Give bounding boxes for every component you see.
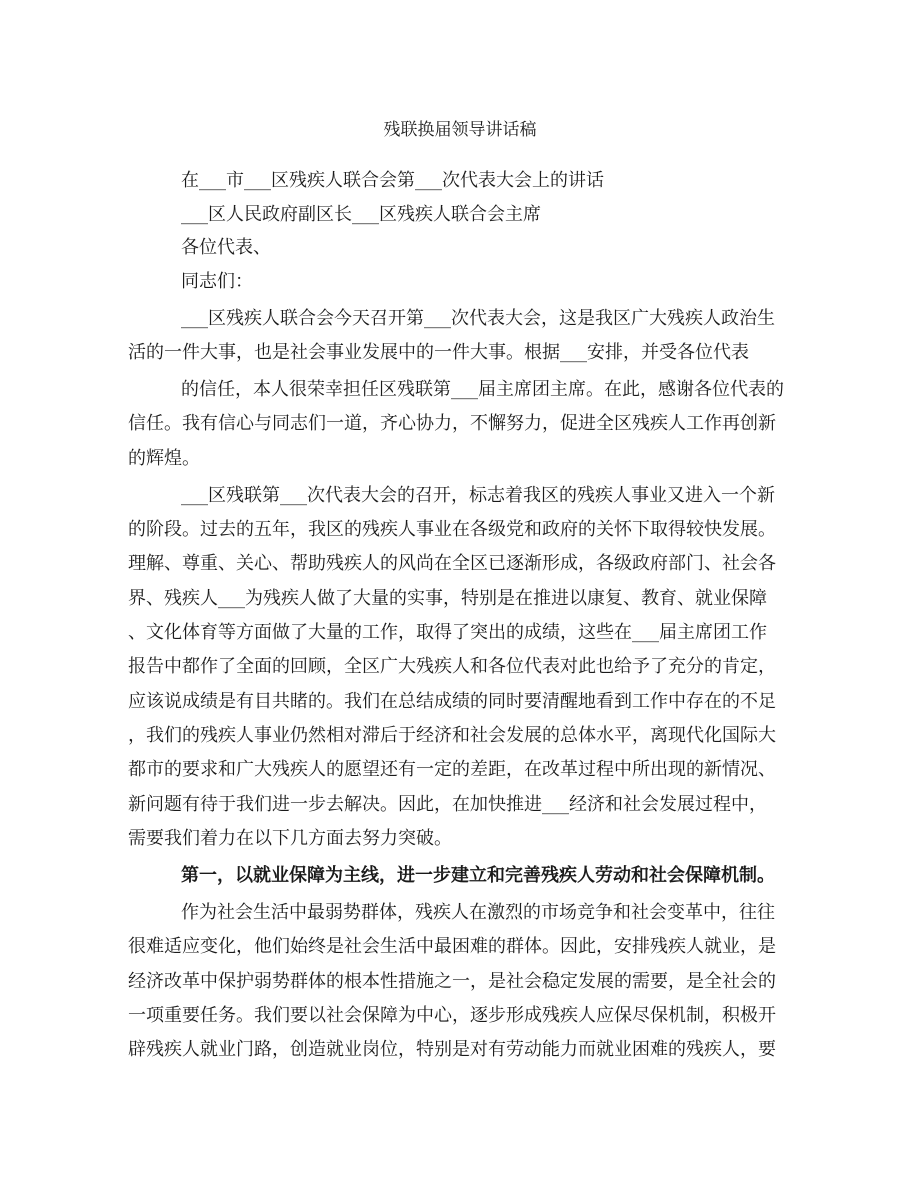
paragraph-3-line: 经济改革中保护弱势群体的根本性措施之一，是社会稳定发展的需要，是全社会的 [128, 971, 776, 992]
section-heading-first: 第一，以就业保障为主线，进一步建立和完善残疾人劳动和社会保障机制。 [181, 865, 775, 886]
paragraph-1-line: ___区残疾人联合会今天召开第___次代表大会，这是我区广大残疾人政治生 [181, 308, 775, 329]
paragraph-3-line: 辟残疾人就业门路，创造就业岗位，特别是对有劳动能力而就业困难的残疾人，要 [128, 1039, 776, 1060]
document-title: 残联换届领导讲话稿 [383, 120, 537, 140]
salutation-line-2: 同志们： [181, 271, 253, 292]
paragraph-2-line: 应该说成绩是有目共睹的。我们在总结成绩的同时要清醒地看到工作中存在的不足 [128, 691, 776, 712]
paragraph-2-line: 新问题有待于我们进一步去解决。因此，在加快推进___经济和社会发展过程中， [128, 794, 767, 815]
paragraph-1-line: 的信任，本人很荣幸担任区残联第___届主席团主席。在此，感谢各位代表的 [181, 379, 784, 400]
paragraph-1-line: 的辉煌。 [128, 448, 200, 469]
heading-line-2: ___区人民政府副区长___区残疾人联合会主席 [181, 204, 541, 225]
paragraph-2-line: ___区残联第___次代表大会的召开，标志着我区的残疾人事业又进入一个新 [181, 485, 775, 506]
paragraph-3-line: 很难适应变化，他们始终是社会生活中最困难的群体。因此，安排残疾人就业，是 [128, 936, 776, 957]
paragraph-3-line: 作为社会生活中最弱势群体，残疾人在激烈的市场竞争和社会变革中，往往 [181, 902, 775, 923]
paragraph-2-line: 需要我们着力在以下几方面去努力突破。 [128, 828, 452, 849]
paragraph-2-line: 理解、尊重、关心、帮助残疾人的风尚在全区已逐渐形成，各级政府部门、社会各 [128, 553, 776, 574]
paragraph-1-line: 活的一件大事，也是社会事业发展中的一件大事。根据___安排，并受各位代表 [128, 342, 749, 363]
paragraph-3-line: 一项重要任务。我们要以社会保障为中心，逐步形成残疾人应保尽保机制，积极开 [128, 1005, 776, 1026]
salutation-line-1: 各位代表、 [181, 237, 271, 258]
paragraph-2-line: 报告中都作了全面的回顾，全区广大残疾人和各位代表对此也给予了充分的肯定， [128, 656, 776, 677]
paragraph-2-line: 界、残疾人___为残疾人做了大量的实事，特别是在推进以康复、教育、就业保障 [128, 588, 767, 609]
paragraph-2-line: 的阶段。过去的五年，我区的残疾人事业在各级党和政府的关怀下取得较快发展。 [128, 519, 776, 540]
paragraph-2-line: 、文化体育等方面做了大量的工作，取得了突出的成绩，这些在___届主席团工作 [128, 622, 767, 643]
heading-line-1: 在___市___区残疾人联合会第___次代表大会上的讲话 [181, 170, 604, 191]
paragraph-1-line: 信任。我有信心与同志们一道，齐心协力，不懈努力，促进全区残疾人工作再创新 [128, 413, 776, 434]
paragraph-2-line: 都市的要求和广大残疾人的愿望还有一定的差距，在改革过程中所出现的新情况、 [128, 759, 776, 780]
paragraph-2-line: ，我们的残疾人事业仍然相对滞后于经济和社会发展的总体水平，离现代化国际大 [128, 725, 776, 746]
